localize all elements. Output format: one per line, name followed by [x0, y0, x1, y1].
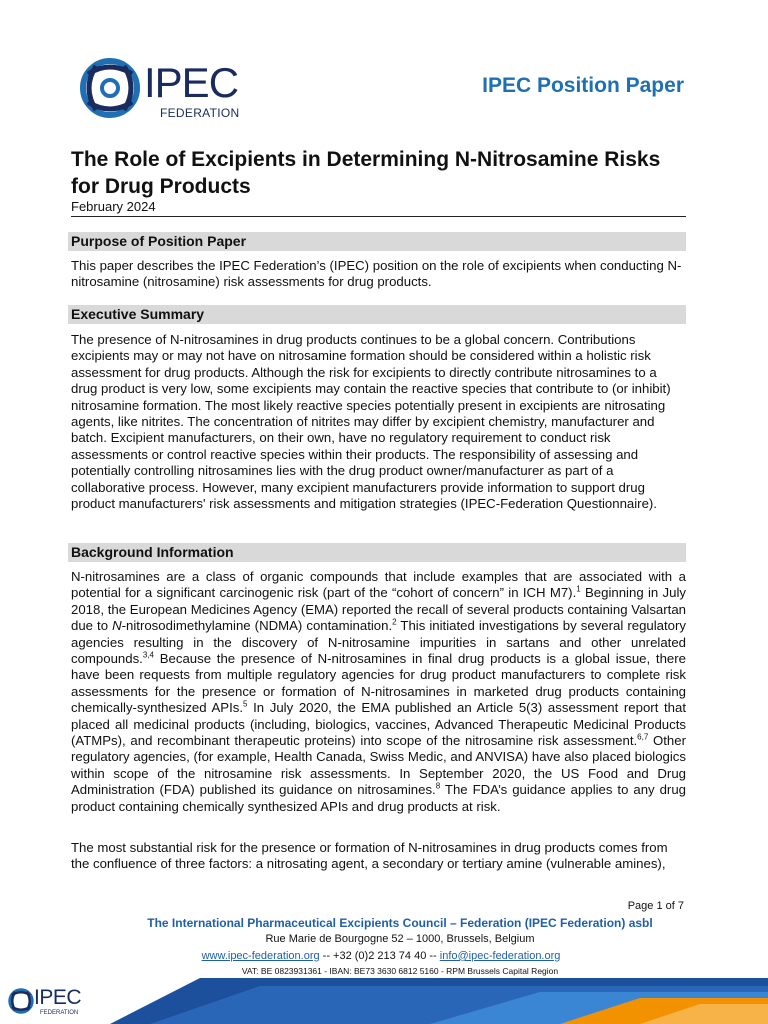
footnote-ref: 3,4	[142, 650, 154, 660]
footnote-ref: 1	[576, 585, 581, 595]
logo-subtitle: FEDERATION	[160, 106, 240, 120]
email-link[interactable]: info@ipec-federation.org	[439, 950, 561, 962]
website-link[interactable]: www.ipec-federation.org	[201, 950, 320, 962]
ipec-knot-logo-icon	[74, 52, 146, 124]
footer-logo-subtitle: FEDERATION	[40, 1010, 79, 1016]
footer-logo	[6, 984, 82, 1022]
phone-number: -- +32 (0)2 213 74 40 --	[319, 950, 440, 962]
purpose-paragraph: This paper describes the IPEC Federation’s (IPEC) position on the role of excipients when conducting N-nitrosamine (nitrosamine) risk assessments for drug products.	[71, 258, 682, 290]
footer-vat-info: VAT: BE 0823931361 - IBAN: BE73 3630 6812 5160 - RPM Brussels Capital Region	[241, 966, 559, 976]
footnote-ref: 5	[243, 699, 248, 709]
footnote-ref: 2	[392, 617, 397, 627]
page-number: Page 1 of 7	[627, 900, 684, 912]
background-paragraph-1: N-nitrosamines are a class of organic compounds that include examples that are associated with a potential for a significant carcinogenic risk (part of the “cohort of concern” in ICH M7).$^1$ Beginning in July 2018, the European Medicines Agency (EMA) reported the recall of several products containing Valsartan due to N-nitrosodimethylamine (NDMA) contamination.$^2$ This initiated investigations by several regulatory agencies resulting in the discovery of N-nitrosamine impurities in sartans and other unrelated compounds.$^{3,4}$ Because the presence of N-nitrosamines in final drug products is a global issue, there have been requests from multiple regulatory agencies for drug product manufacturers to complete risk assessments for the presence or formation of N-nitrosamines in marketed drug products containing chemically-synthesized APIs.$^5$ In July 2020, the EMA published an Article 5(3) assessment report that placed all medicinal products (including, biologics, vaccines, Advanced Therapeutic Medicinal Products (ATMPs), and recombinant therapeutic proteins) into scope of the nitrosamine risk assessment.$^{6,7}$ Other regulatory agencies, (for example, Health Canada, Swiss Medic, and ANVISA) have also placed biologics within scope of the nitrosamine risk assessments. In September 2020, the US Food and Drug Administration (FDA) published its guidance on nitrosamines.$^8$ The FDA’s guidance applies to any drug product containing chemically synthesized APIs and drug products at risk.	[71, 569, 686, 814]
title-divider	[71, 216, 686, 217]
footer-decorative-band	[0, 978, 768, 1024]
footnote-ref: 6,7	[637, 732, 649, 742]
section-heading-purpose: Purpose of Position Paper	[68, 232, 686, 251]
position-paper-tag: IPEC Position Paper	[482, 74, 684, 97]
executive-summary-paragraph: The presence of N-nitrosamines in drug products continues to be a global concern. Contributions excipients may or may not have on nitrosamine formation should be considered within a holistic risk assessment for drug products. Although the risk for excipients to directly contribute nitrosamines to a drug product is very low, some excipients may contain the reactive species that contribute to (or inhibit) nitrosamine formation. The most likely reactive species potentially present in excipients are nitrosating agents, like nitrites. The concentration of nitrites may differ by excipient chemistry, manufacturer and batch. Excipient manufacturers, on their own, have no regulatory requirement to conduct risk assessments or control reactive species within their products. The responsibility of assessing and potentially controlling nitrosamines lies with the drug product owner/manufacturer as part of a collaborative process. However, many excipient manufacturers provide information to support drug product manufacturers' risk assessments and mitigation strategies (IPEC-Federation Questionnaire).	[71, 332, 671, 512]
footer-address: Rue Marie de Bourgogne 52 – 1000, Brussels, Belgium	[265, 933, 535, 945]
background-paragraph-2: The most substantial risk for the presence or formation of N-nitrosamines in drug products comes from the confluence of three factors: a nitrosating agent, a secondary or tertiary amine (vulnerable amines),	[71, 840, 668, 872]
footer-logo-wordmark: IPEC	[34, 986, 82, 1009]
footnote-ref: 8	[435, 781, 441, 791]
document-date: February 2024	[71, 199, 156, 214]
ipec-knot-logo-icon	[6, 986, 36, 1016]
document-title: The Role of Excipients in Determining N-Nitrosamine Risks for Drug Products	[71, 148, 661, 198]
footer-organization: The International Pharmaceutical Excipients Council – Federation (IPEC Federation) asbl	[147, 916, 653, 930]
footer-contact	[0, 950, 762, 962]
logo-wordmark: IPEC	[144, 59, 239, 106]
section-heading-executive-summary: Executive Summary	[68, 305, 686, 324]
section-heading-background: Background Information	[68, 543, 686, 562]
ipec-logo	[74, 52, 244, 124]
